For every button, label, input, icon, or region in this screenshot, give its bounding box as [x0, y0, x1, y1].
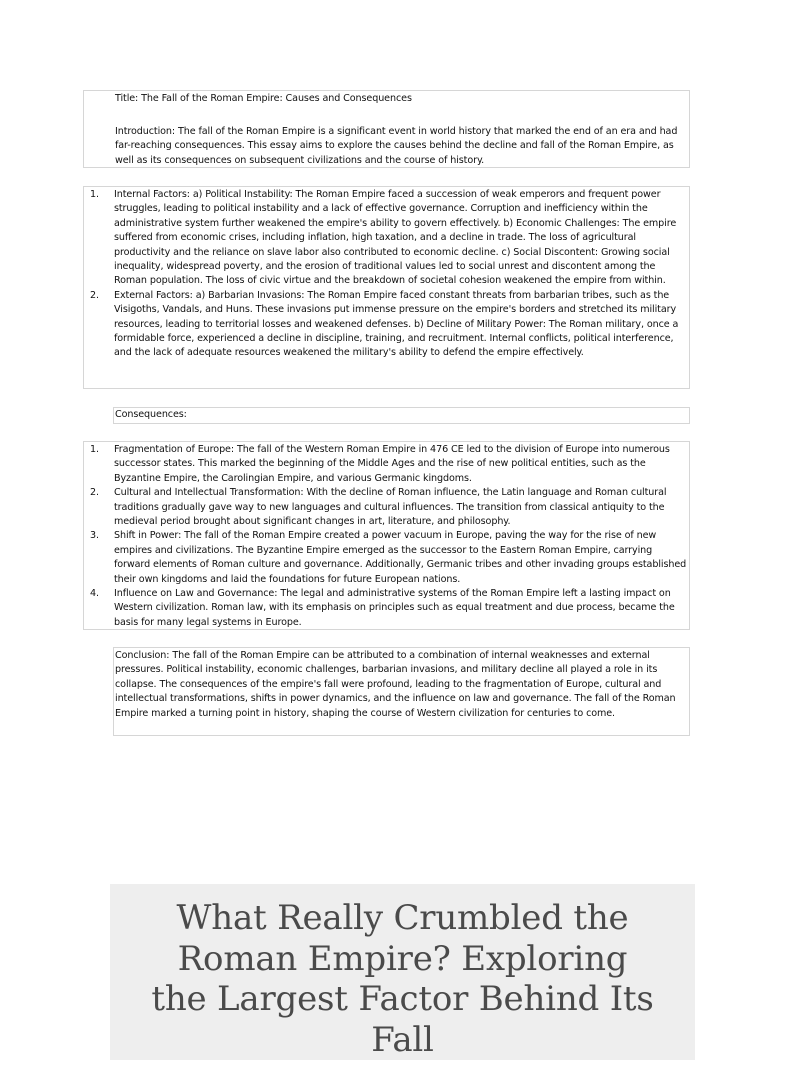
- list-item: [84, 443, 689, 486]
- list-item-text: Fragmentation of Europe: The fall of the Western Roman Empire in 476 CE led to the division of Europe into numerous successor states. This marked the beginning of the Middle Ages and the rise of new political entities, such as the Byzantine Empire, the Carolingian Empire, and various Germanic kingdoms.: [114, 444, 670, 484]
- list-item: [84, 188, 689, 289]
- list-item: [84, 529, 689, 587]
- list-item-text: Internal Factors: a) Political Instability: The Roman Empire faced a succession of weak emperors and frequent power struggles, leading to political instability and a lack of effective governance. Corruption and inefficiency within the administrative system further weakened the empire's ability to govern effectively. b) Economic Challenges: The empire suffered from economic crises, including inflation, high taxation, and a decline in trade. The loss of agricultural productivity and the reliance on slave labor also contributed to economic decline. c) Social Discontent: Growing social inequality, widespread poverty, and the erosion of traditional values led to social unrest and discontent among the Roman population. The loss of civic virtue and the breakdown of societal cohesion weakened the empire from within.: [114, 189, 677, 287]
- banner-title: What Really Crumbled the Roman Empire? Exploring the Largest Factor Behind Its Fall: [151, 898, 654, 1060]
- causes-box: [83, 186, 690, 389]
- list-number: 1.: [90, 444, 99, 455]
- list-item-text: External Factors: a) Barbarian Invasions: The Roman Empire faced constant threats from barbarian tribes, such as the Visigoths, Vandals, and Huns. These invasions put immense pressure on the empire's borders and stretched its military resources, leading to territorial losses and weakened defenses. b) Decline of Military Power: The Roman military, once a formidable force, experienced a decline in discipline, training, and recruitment. Internal conflicts, political interference, and the lack of adequate resources weakened the military's ability to defend the empire effectively.: [114, 289, 679, 359]
- article-banner: [110, 884, 695, 1060]
- list-number: 4.: [90, 588, 99, 600]
- consequences-heading: Consequences:: [115, 409, 187, 420]
- conclusion-paragraph: Conclusion: The fall of the Roman Empire can be attributed to a combination of internal weaknesses and external pressures. Political instability, economic challenges, barbarian invasions, and military decline all played a role in its collapse. The consequences of the empire's fall were profound, leading to the fragmentation of Europe, cultural and intellectual transformations, shifts in power dynamics, and the influence on law and governance. The fall of the Roman Empire marked a turning point in history, shaping the course of Western civilization for centuries to come.: [115, 650, 676, 719]
- list-item-text: Cultural and Intellectual Transformation: With the decline of Roman influence, the Latin language and Roman cultural traditions gradually gave way to new languages and cultural influences. The transition from classical antiquity to the medieval period brought about significant changes in art, literature, and philosophy.: [114, 487, 667, 528]
- consequences-box: [83, 441, 690, 630]
- list-item-text: Shift in Power: The fall of the Roman Empire created a power vacuum in Europe, paving the way for the rise of new empires and civilizations. The Byzantine Empire emerged as the successor to the Eastern Roman Empire, carrying forward elements of Roman culture and governance. Additionally, Germanic tribes and other invading groups established their own kingdoms and laid the foundations for future European nations.: [114, 530, 687, 585]
- consequences-heading-box: [113, 407, 690, 424]
- document-title: Title: The Fall of the Roman Empire: Causes and Consequences: [115, 93, 412, 104]
- conclusion-box: [113, 647, 690, 736]
- list-number: 2.: [90, 289, 99, 301]
- list-item: [84, 486, 689, 529]
- list-item-text: Influence on Law and Governance: The legal and administrative systems of the Roman Empire left a lasting impact on Western civilization. Roman law, with its emphasis on principles such as equal treatment and due process, became the basis for many legal systems in Europe.: [114, 588, 675, 628]
- list-number: 3.: [90, 530, 99, 542]
- list-number: 2.: [90, 487, 99, 499]
- list-item: [84, 587, 689, 630]
- list-number: 1.: [90, 189, 99, 200]
- list-item: [84, 289, 689, 361]
- intro-box: [83, 90, 690, 168]
- introduction-paragraph: Introduction: The fall of the Roman Empire is a significant event in world history that marked the end of an era and had far-reaching consequences. This essay aims to explore the causes behind the decline and fall of the Roman Empire, as well as its consequences on subsequent civilizations and the course of history.: [115, 126, 678, 166]
